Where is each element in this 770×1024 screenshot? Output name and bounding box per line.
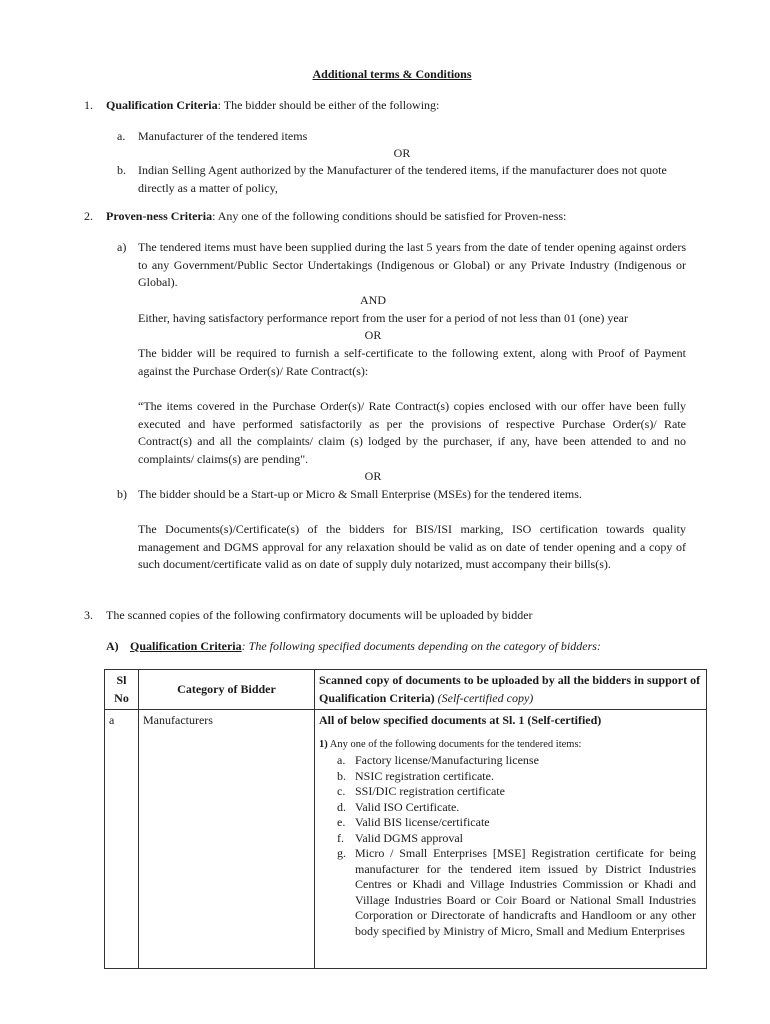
section-number: 1. <box>84 98 93 112</box>
qualification-table <box>104 669 707 969</box>
list-item: The tendered items must have been supplied during the last 5 years from the date of tender opening against orders to any Government/Public Sector Undertakings (Indigenous or Global) or any Private Industry (Indigenous or Global). <box>138 240 686 290</box>
and-separator: AND <box>360 293 386 307</box>
list-item-text: Factory license/Manufacturing license <box>355 753 539 768</box>
or-separator: OR <box>393 146 411 160</box>
table-header-row <box>105 670 707 710</box>
list-marker: d. <box>337 799 346 814</box>
page-title: Additional terms & Conditions <box>312 67 472 81</box>
list-item <box>333 800 696 816</box>
list-marker: e. <box>337 815 346 830</box>
section-heading <box>106 97 706 115</box>
list-item: Manufacturer of the tendered items <box>138 129 308 143</box>
table-cell-documents <box>315 710 707 969</box>
section-text: : Any one of the following conditions should be satisfied for Proven-ness: <box>212 209 567 223</box>
table-cell-category: Manufacturers <box>139 710 315 969</box>
documents-intro-text: Any one of the following documents for the tendered items: <box>327 738 582 750</box>
column-header-documents <box>315 670 707 710</box>
section-text: The scanned copies of the following confirmatory documents will be uploaded by bidder <box>106 608 533 622</box>
documents-intro-number: 1) <box>319 738 328 750</box>
paragraph: The bidder will be required to furnish a self-certificate to the following extent, along with Proof of Payment against the Purchase Order(s)/ Rate Contract(s): <box>138 346 686 378</box>
list-item: The bidder should be a Start-up or Micro & Small Enterprise (MSEs) for the tendered items. <box>138 487 582 501</box>
list-marker: a) <box>117 240 127 254</box>
column-header-documents-text: Scanned copy of documents to be uploaded by all the bidders in support of Qualification Criteria) <box>319 673 701 705</box>
list-item-text: Valid ISO Certificate. <box>355 799 460 814</box>
documents-intro <box>319 736 702 754</box>
documents-heading: All of below specified documents at Sl. 1 (Self-certified) <box>319 713 602 728</box>
list-marker: b. <box>117 163 126 177</box>
or-separator: OR <box>364 328 382 342</box>
list-item <box>333 784 696 800</box>
list-item-text: SSI/DIC registration certificate <box>355 784 505 799</box>
quote-paragraph: “The items covered in the Purchase Order(s)/ Rate Contract(s) copies enclosed with our offer have been fully executed and have performed satisfactorily as per the provisions of respective Purchase Order(s)/ Rate Contract(s) and all the complaints/ claim (s) lodged by the purchaser, if any, have been attended to and no complaints/ claims(s) are pending". <box>138 399 686 466</box>
list-item-text: Micro / Small Enterprises [MSE] Registration certificate for being manufacturer for the tendered item issued by District Industries Centres or Khadi and Village Industries Commission or Khadi and Village Industries Board or Coir Board or National Small Industries Corporation or Directorate of handicrafts and Handloom or any other body specified by Ministry of Micro, Small and Medium Enterprises <box>355 846 696 938</box>
list-marker: a. <box>117 129 126 143</box>
list-item <box>333 846 696 939</box>
paragraph: Either, having satisfactory performance report from the user for a period of not less than 01 (one) year <box>138 311 629 325</box>
paragraph: The Documents(s)/Certificate(s) of the bidders for BIS/ISI marking, ISO certification towards quality management and DGMS approval for any relaxation should be valid as on date of tender opening and a copy of such document/certificate valid as on date of supply duly notarized, must accompany their bills(s). <box>138 522 686 572</box>
section-text: : The bidder should be either of the following: <box>217 98 440 112</box>
section-heading <box>106 208 706 226</box>
subsection-text: : The following specified documents depending on the category of bidders: <box>241 639 601 653</box>
list-marker: b) <box>117 487 127 501</box>
list-item <box>333 753 696 769</box>
section-title: Proven-ness Criteria <box>106 209 213 223</box>
column-header-sl: Sl No <box>105 670 139 710</box>
list-marker: g. <box>337 846 346 861</box>
section-title: Qualification Criteria <box>106 98 218 112</box>
list-item-text: Valid BIS license/certificate <box>355 815 490 830</box>
or-separator: OR <box>364 469 382 483</box>
list-marker: b. <box>337 768 346 783</box>
subsection-title: Qualification Criteria <box>130 639 242 653</box>
section-number: 3. <box>84 608 93 622</box>
subsection-heading <box>130 638 710 656</box>
section-number: 2. <box>84 209 93 223</box>
documents-list <box>333 753 696 939</box>
column-header-documents-note: (Self-certified copy) <box>437 690 534 705</box>
subsection-marker: A) <box>106 639 119 653</box>
table-cell-sl: a <box>105 710 139 969</box>
list-item-text: NSIC registration certificate. <box>355 768 494 783</box>
list-item: Indian Selling Agent authorized by the Manufacturer of the tendered items, if the manufacturer does not quote directly as a matter of policy, <box>138 163 667 195</box>
list-marker: f. <box>337 830 344 845</box>
list-marker: a. <box>337 753 346 768</box>
column-header-category: Category of Bidder <box>139 670 315 710</box>
table-row <box>105 710 707 969</box>
list-marker: c. <box>337 784 346 799</box>
list-item <box>333 815 696 831</box>
list-item <box>333 831 696 847</box>
list-item <box>333 769 696 785</box>
list-item-text: Valid DGMS approval <box>355 830 463 845</box>
